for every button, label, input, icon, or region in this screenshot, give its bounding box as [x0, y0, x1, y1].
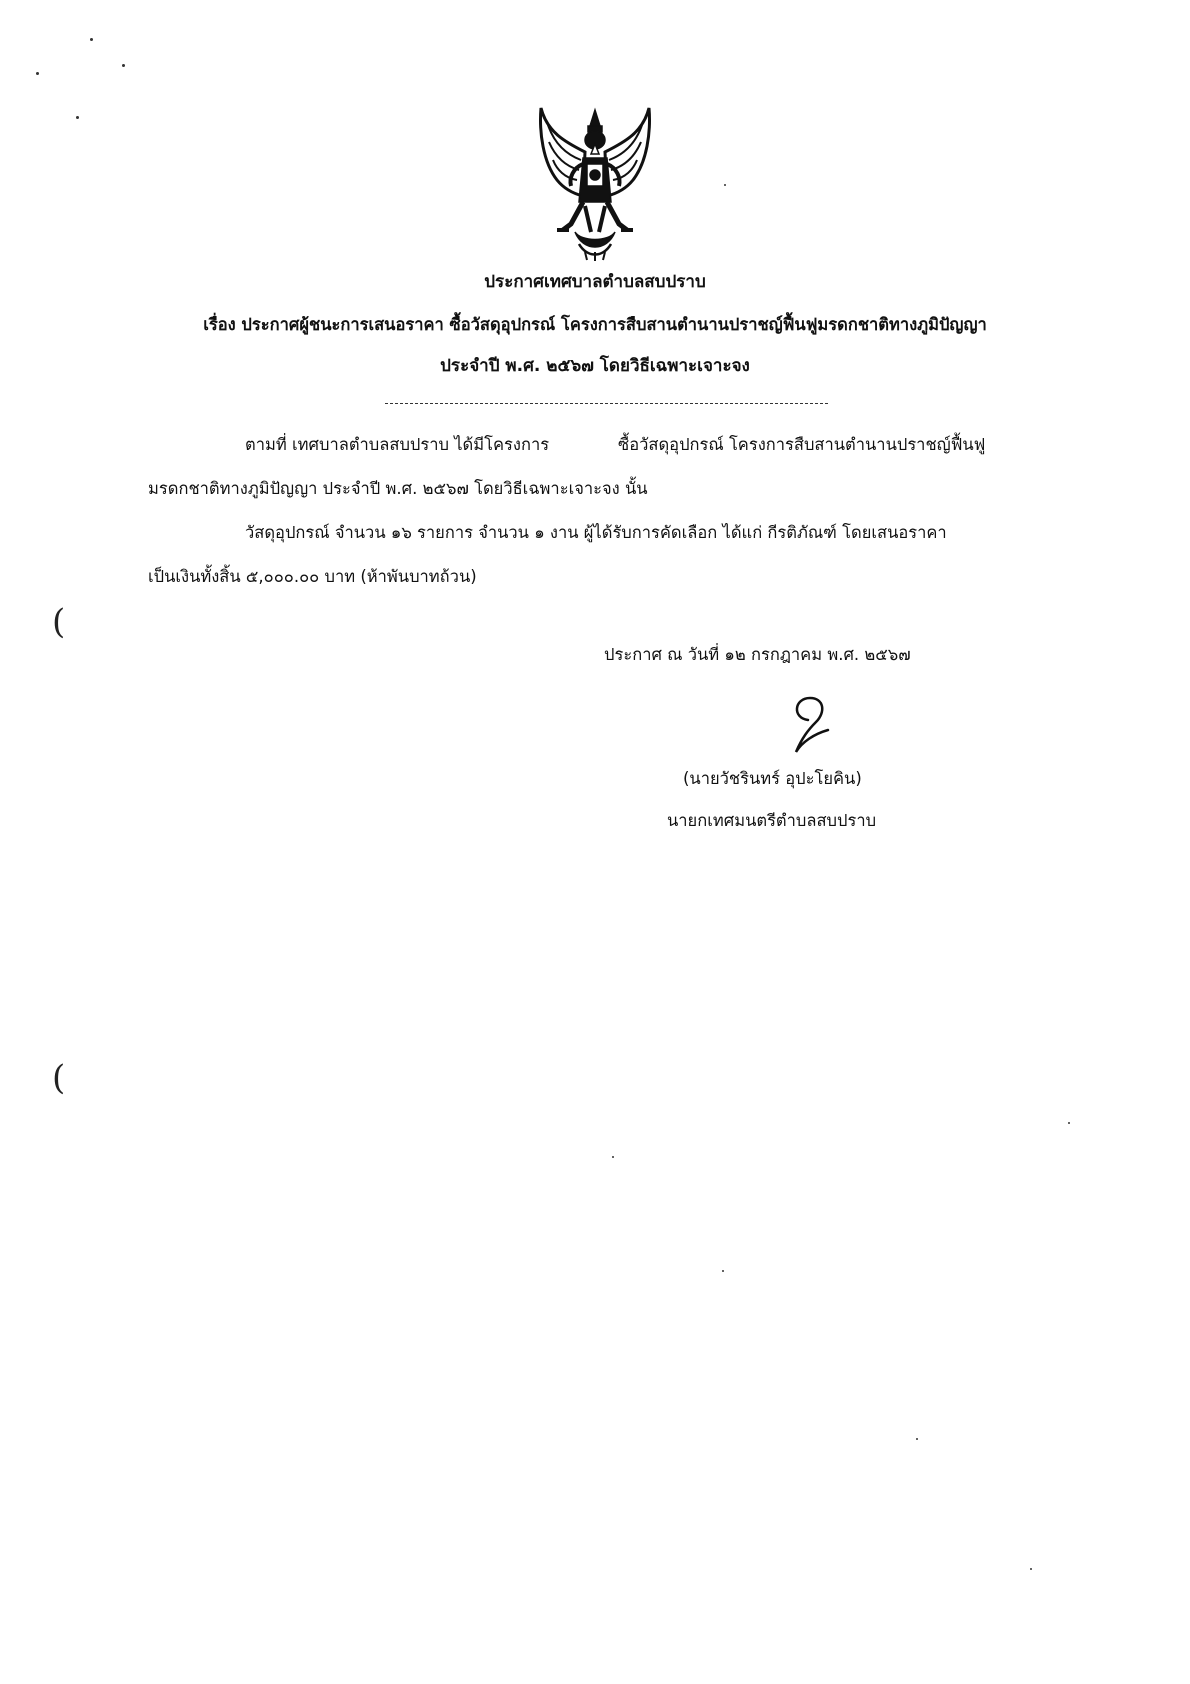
announcement-heading: ประกาศเทศบาลตำบลสบปราบ — [484, 272, 706, 292]
garuda-emblem-icon — [535, 102, 655, 262]
paragraph-1-part-1: ตามที่ เทศบาลตำบลสบปราบ ได้มีโครงการ — [245, 435, 550, 454]
heading-divider — [385, 403, 828, 404]
paragraph-2-line-2: เป็นเงินทั้งสิ้น ๕,๐๐๐.๐๐ บาท (ห้าพันบาทถ้วน) — [148, 567, 477, 586]
scan-speck — [76, 116, 79, 119]
scan-speck — [1068, 1122, 1070, 1124]
scan-speck — [90, 38, 93, 41]
paragraph-1-line-2: มรดกชาติทางภูมิปัญญา ประจำปี พ.ศ. ๒๕๖๗ โดยวิธีเฉพาะเจาะจง นั้น — [148, 479, 648, 498]
paragraph-2-line-1: วัสดุอุปกรณ์ จำนวน ๑๖ รายการ จำนวน ๑ งาน ผู้ได้รับการคัดเลือก ได้แก่ กีรติภัณฑ์ โดยเสนอราคา — [245, 523, 947, 542]
scan-speck — [724, 184, 726, 186]
handwritten-signature-icon — [778, 690, 848, 760]
signer-position: นายกเทศมนตรีตำบลสบปราบ — [667, 811, 877, 830]
scan-speck — [612, 1156, 614, 1158]
scan-speck — [1030, 1568, 1032, 1570]
announcement-date: ประกาศ ณ วันที่ ๑๒ กรกฎาคม พ.ศ. ๒๕๖๗ — [604, 645, 911, 664]
scan-speck — [36, 72, 39, 75]
signer-name: (นายวัชรินทร์ อุปะโยคิน) — [683, 769, 862, 788]
paragraph-1-part-2: ซื้อวัสดุอุปกรณ์ โครงการสืบสานตำนานปราชญ์ฟื้นฟู — [618, 435, 986, 454]
announcement-subject-year: ประจำปี พ.ศ. ๒๕๖๗ โดยวิธีเฉพาะเจาะจง — [440, 356, 750, 376]
punch-hole-mark: ( — [52, 1058, 66, 1098]
announcement-subject: เรื่อง ประกาศผู้ชนะการเสนอราคา ซื้อวัสดุอุปกรณ์ โครงการสืบสานตำนานปราชญ์ฟื้นฟูมรดกชาติทางภูมิปัญญา — [203, 315, 987, 334]
punch-hole-mark: ( — [52, 602, 66, 642]
scan-speck — [916, 1438, 918, 1440]
scan-speck — [722, 1270, 724, 1272]
scan-speck — [122, 64, 125, 67]
